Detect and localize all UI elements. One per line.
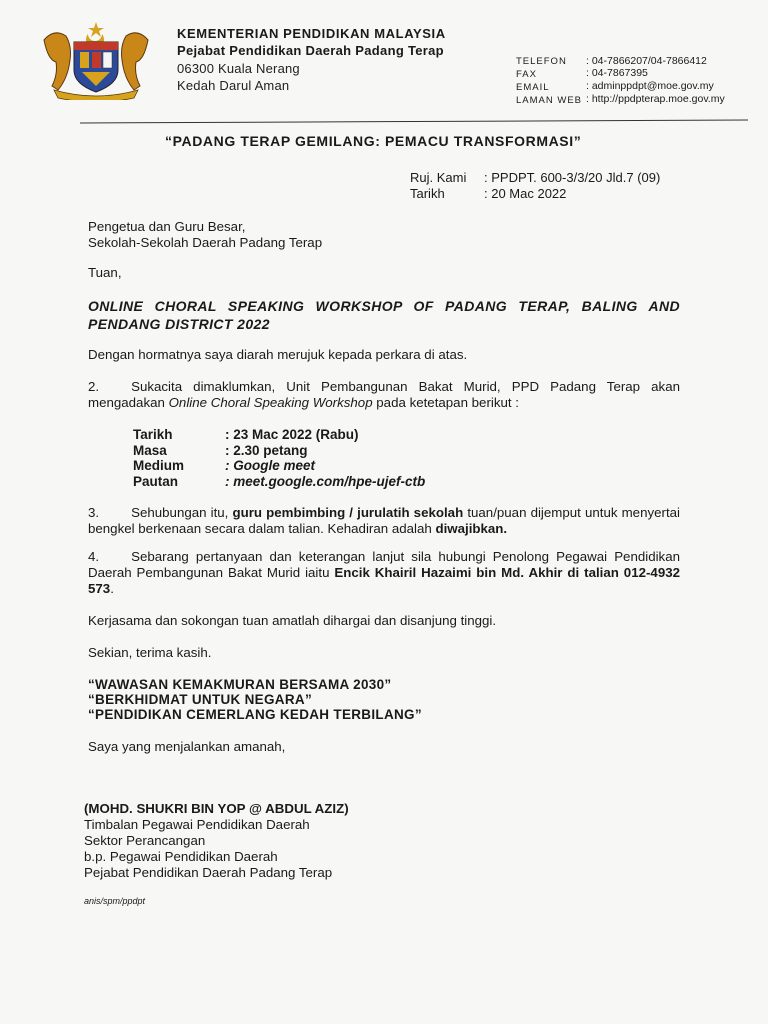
- fax-label: FAX: [516, 69, 537, 80]
- paragraph-4-contact: Encik Khairil Hazaimi bin Md. Akhir di talian 012-4932 573: [88, 565, 680, 596]
- address-line-2: Kedah Darul Aman: [177, 78, 290, 93]
- paragraph-1: Dengan hormatnya saya diarah merujuk kepada perkara di atas.: [88, 347, 468, 362]
- fax-value: : 04-7867395: [586, 67, 648, 79]
- paragraph-3-text: Sehubungan itu,: [131, 505, 233, 520]
- email-label: EMAIL: [516, 82, 550, 93]
- date-value: : 20 Mac 2022: [484, 186, 567, 201]
- paragraph-3-mandatory: diwajibkan.: [435, 521, 508, 536]
- malaysia-coat-of-arms-icon: [36, 20, 156, 100]
- address-line-1: 06300 Kuala Nerang: [177, 61, 300, 76]
- letterhead-divider: [80, 120, 748, 124]
- detail-medium-value: : Google meet: [225, 458, 316, 473]
- detail-date-value: : 23 Mac 2022 (Rabu): [225, 427, 359, 442]
- paragraph-2-text: Sukacita dimaklumkan, Unit Pembangunan Bakat Murid, PPD Padang Terap akan mengadakan: [88, 379, 680, 410]
- detail-date-label: Tarikh: [133, 427, 173, 442]
- paragraph-4-text-end: .: [110, 581, 114, 596]
- paragraph-2-event-name: Online Choral Speaking Workshop: [168, 395, 373, 410]
- district-motto: “PADANG TERAP GEMILANG: PEMACU TRANSFORMASI”: [165, 133, 582, 149]
- recipient-line-1: Pengetua dan Guru Besar,: [88, 219, 246, 234]
- slogan-2: “BERKHIDMAT UNTUK NEGARA”: [88, 692, 312, 707]
- paragraph-4-number: 4.: [88, 549, 100, 564]
- website-label: LAMAN WEB: [516, 95, 583, 106]
- phone-value: : 04-7866207/04-7866412: [586, 55, 707, 67]
- paragraph-3-highlight: guru pembimbing / jurulatih sekolah: [232, 505, 464, 520]
- paragraph-3-number: 3.: [88, 505, 100, 520]
- slogan-1: “WAWASAN KEMAKMURAN BERSAMA 2030”: [88, 677, 392, 692]
- paragraph-2-number: 2.: [88, 379, 100, 394]
- email-value: : adminppdpt@moe.gov.my: [586, 80, 714, 92]
- paragraph-5: Kerjasama dan sokongan tuan amatlah dihargai dan disanjung tinggi.: [88, 613, 497, 628]
- paragraph-2-text-end: pada ketetapan berikut :: [372, 395, 519, 410]
- recipient-line-2: Sekolah-Sekolah Daerah Padang Terap: [88, 235, 323, 250]
- reference-value: : PPDPT. 600-3/3/20 Jld.7 (09): [484, 170, 661, 185]
- ministry-name: KEMENTERIAN PENDIDIKAN MALAYSIA: [177, 26, 446, 41]
- paragraph-3: [88, 505, 680, 537]
- slogan-3: “PENDIDIKAN CEMERLANG KEDAH TERBILANG”: [88, 707, 422, 722]
- detail-time-label: Masa: [133, 443, 167, 458]
- detail-time-value: : 2.30 petang: [225, 443, 308, 458]
- paragraph-3-text-mid: tuan/puan dijemput untuk menyertai bengkel berkenaan secara dalam talian. Kehadiran adalah: [88, 505, 680, 536]
- website-value: : http://ppdpterap.moe.gov.my: [586, 93, 725, 105]
- paragraph-4: [88, 549, 680, 597]
- paragraph-2: [88, 379, 680, 411]
- date-label: Tarikh: [410, 186, 445, 201]
- paragraph-4-text: Sebarang pertanyaan dan keterangan lanjut sila hubungi Penolong Pegawai Pendidikan Daerah Pembangunan Bakat Murid iaitu: [88, 549, 680, 580]
- office-name: Pejabat Pendidikan Daerah Padang Terap: [177, 43, 444, 58]
- signatory-title-1: Timbalan Pegawai Pendidikan Daerah: [84, 817, 310, 832]
- meeting-link[interactable]: : meet.google.com/hpe-ujef-ctb: [225, 474, 426, 489]
- phone-label: TELEFON: [516, 56, 567, 67]
- reference-initials: anis/spm/ppdpt: [84, 896, 146, 906]
- signatory-name: (MOHD. SHUKRI BIN YOP @ ABDUL AZIZ): [84, 801, 349, 816]
- signatory-title-3: b.p. Pegawai Pendidikan Daerah: [84, 849, 278, 864]
- signatory-title-4: Pejabat Pendidikan Daerah Padang Terap: [84, 865, 333, 880]
- reference-label: Ruj. Kami: [410, 170, 467, 185]
- closing: Sekian, terima kasih.: [88, 645, 212, 660]
- detail-link-label: Pautan: [133, 474, 179, 489]
- signatory-title-2: Sektor Perancangan: [84, 833, 206, 848]
- salutation: Tuan,: [88, 265, 122, 280]
- signoff: Saya yang menjalankan amanah,: [88, 739, 286, 754]
- detail-medium-label: Medium: [133, 458, 185, 473]
- letter-subject: ONLINE CHORAL SPEAKING WORKSHOP OF PADANG TERAP, BALING AND PENDANG DISTRICT 2022: [88, 298, 680, 332]
